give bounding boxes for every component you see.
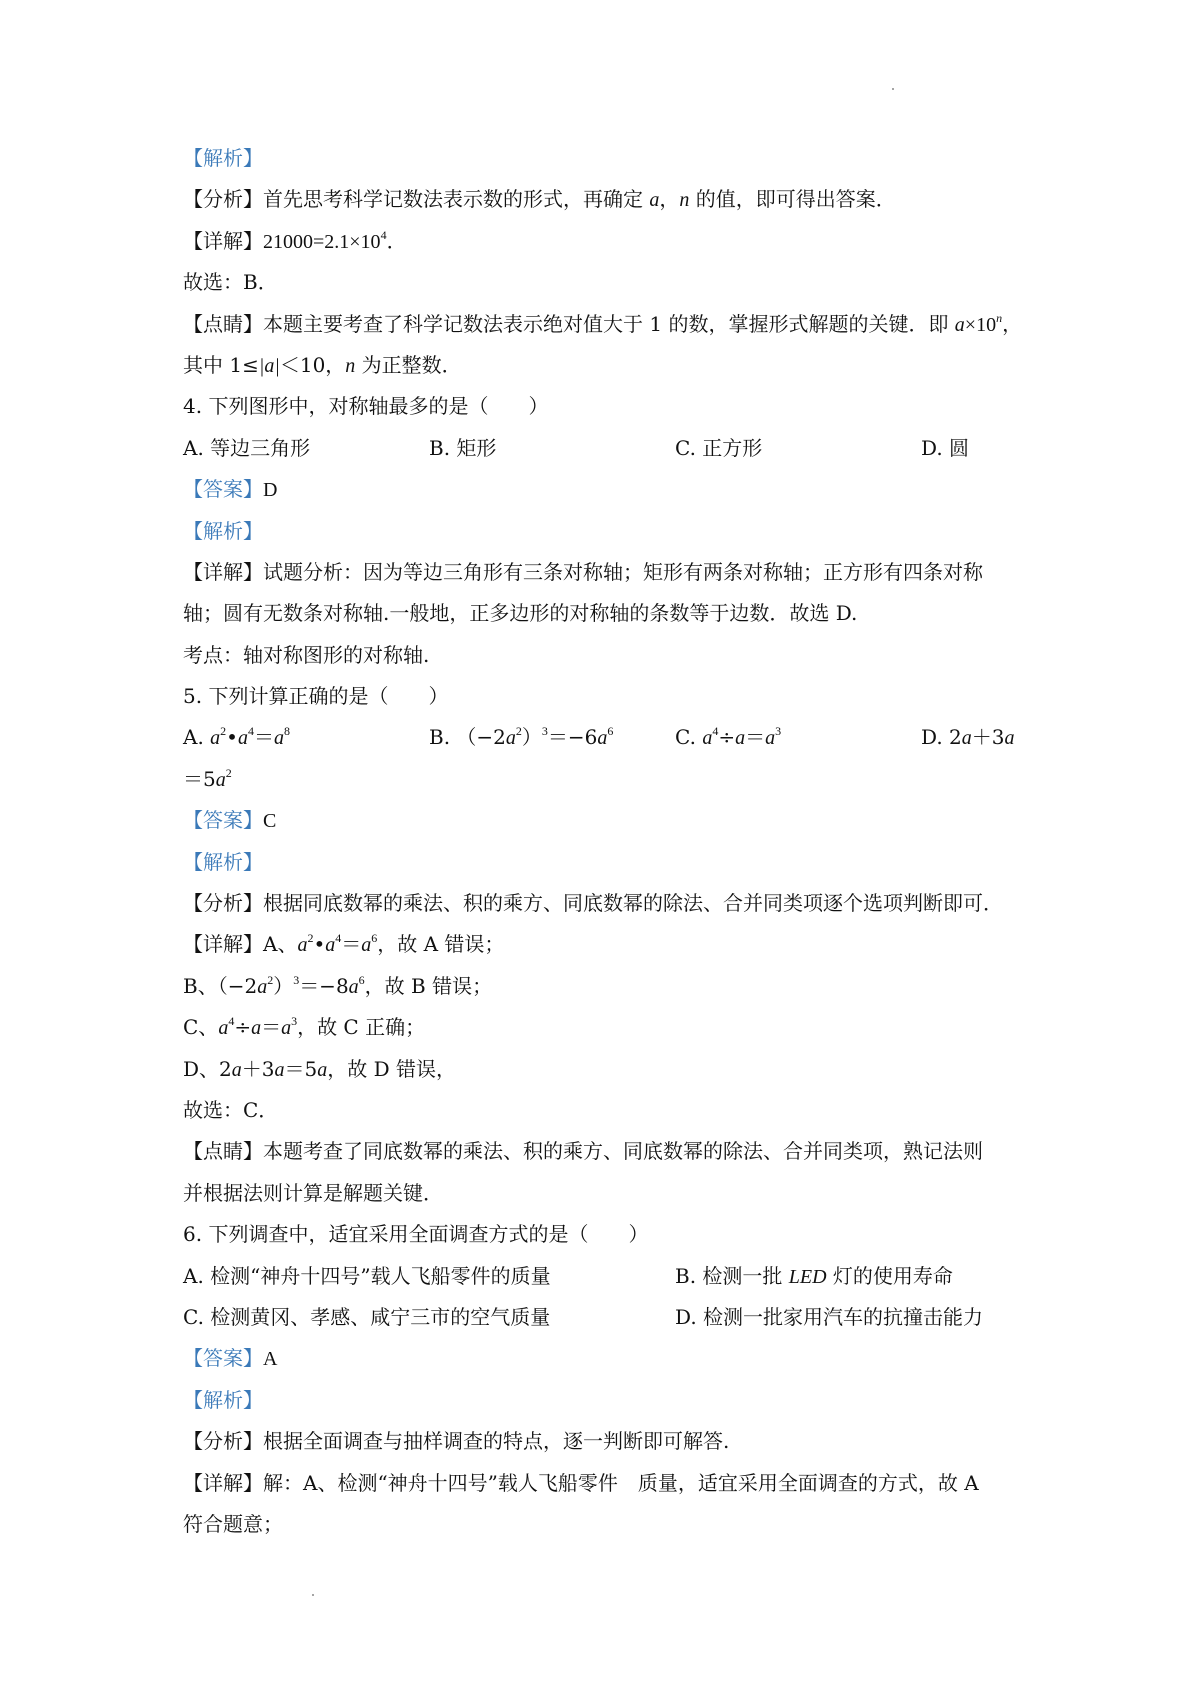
q4-option-a: A. 等边三角形 <box>183 435 311 460</box>
q5-dianjing-2: 并根据法则计算是解题关键． <box>183 1180 443 1205</box>
q3-dianjing-2: 其中 1≤|a|＜10，n 为正整数． <box>183 352 462 377</box>
q5-option-d: D. 2a＋3a <box>921 725 1015 750</box>
q5-option-d-cont: $=5a^2$ <box>183 765 232 791</box>
q6-options-row1 <box>183 1256 1043 1297</box>
dianjing-tag: 【点睛】 <box>183 1139 263 1164</box>
q3-xiangjie: 【详解】$21000=2.1\times 10^4$． <box>183 227 407 253</box>
q5-guxuan: 故选：C． <box>183 1097 279 1122</box>
q4-options <box>183 428 1043 469</box>
jiexi-tag: 【解析】 <box>183 518 263 543</box>
fenxi-tag: 【分析】 <box>183 891 263 916</box>
q5-xiangjie-a: 【详解】A、$a^2•a^4=a^6$，故 A 错误； <box>183 931 505 957</box>
q5-dianjing-1: 【点睛】本题考查了同底数幂的乘法、积的乘方、同底数幂的除法、合并同类项，熟记法则 <box>183 1139 983 1164</box>
q6-xiangjie-2: 符合题意； <box>183 1511 283 1536</box>
q3-fenxi: 【分析】首先思考科学记数法表示数的形式，再确定 a，n 的值，即可得出答案． <box>183 187 896 212</box>
q4-daan: 【答案】D <box>183 477 278 502</box>
q4-option-b: B. 矩形 <box>429 435 497 460</box>
daan-tag: 【答案】 <box>183 808 263 833</box>
xiangjie-tag: 【详解】 <box>183 228 263 253</box>
q5-option-c: C. $a^4\div a=a^3$ <box>675 724 782 750</box>
jiexi-tag: 【解析】 <box>183 1387 263 1412</box>
q6-fenxi: 【分析】根据全面调查与抽样调查的特点，逐一判断即可解答. <box>183 1429 730 1454</box>
q4-xiangjie-1: 【详解】试题分析：因为等边三角形有三条对称轴；矩形有两条对称轴；正方形有四条对称 <box>183 559 983 584</box>
jiexi-tag: 【解析】 <box>183 146 263 170</box>
q6-jiexi <box>183 1380 1043 1421</box>
q5-option-b: B. $(-2a^2)^3=-6a^6$ <box>429 724 614 750</box>
q6-option-b: B. 检测一批 LED 灯的使用寿命 <box>675 1263 953 1288</box>
q4-kaodian: 考点：轴对称图形的对称轴. <box>183 642 430 667</box>
q5-jiexi <box>183 842 1043 883</box>
q6-stem: 6. 下列调查中，适宜采用全面调查方式的是（ ） <box>183 1222 649 1247</box>
q5-xiangjie-b: B、$(-2a^2)^3=-8a^6$，故 B 错误； <box>183 972 493 998</box>
q6-daan: 【答案】A <box>183 1346 278 1371</box>
q5-option-a: A. $a^2•a^4=a^8$ <box>183 724 290 750</box>
q4-option-d: D. 圆 <box>921 435 970 460</box>
daan-tag: 【答案】 <box>183 477 263 502</box>
dianjing-tag: 【点睛】 <box>183 311 263 336</box>
q5-fenxi: 【分析】根据同底数幂的乘法、积的乘方、同底数幂的除法、合并同类项逐个选项判断即可． <box>183 891 1003 916</box>
q5-stem: 5. 下列计算正确的是（ ） <box>183 684 449 709</box>
q4-xiangjie-2: 轴；圆有无数条对称轴.一般地，正多边形的对称轴的条数等于边数．故选 D. <box>183 601 858 626</box>
fenxi-tag: 【分析】 <box>183 1429 263 1454</box>
xiangjie-tag: 【详解】 <box>183 1470 263 1495</box>
fenxi-tag: 【分析】 <box>183 187 263 212</box>
document-page <box>183 138 1043 1545</box>
q3-jiexi <box>183 138 1043 179</box>
q4-stem: 4. 下列图形中，对称轴最多的是（ ） <box>183 394 549 419</box>
q6-options-row2 <box>183 1297 1043 1338</box>
xiangjie-tag: 【详解】 <box>183 932 263 957</box>
q5-xiangjie-c: C、$a^4\div a=a^3$，故 C 正确； <box>183 1014 426 1040</box>
jiexi-tag: 【解析】 <box>183 849 263 874</box>
q6-option-c: C. 检测黄冈、孝感、咸宁三市的空气质量 <box>183 1304 551 1329</box>
q3-dianjing-1: 【点睛】本题主要考查了科学记数法表示绝对值大于 1 的数，掌握形式解题的关键．即 $a\times 10^n$， <box>183 310 1023 336</box>
xiangjie-tag: 【详解】 <box>183 559 263 584</box>
q4-jiexi <box>183 511 1043 552</box>
scan-dot-bottom <box>312 1594 314 1596</box>
q5-options <box>183 717 1043 758</box>
q5-daan: 【答案】C <box>183 808 277 833</box>
q6-option-a: A. 检测“神舟十四号”载人飞船零件的质量 <box>183 1263 551 1288</box>
q3-guxuan: 故选：B． <box>183 270 278 295</box>
q4-option-c: C. 正方形 <box>675 435 763 460</box>
scan-dot-top <box>892 88 894 90</box>
daan-tag: 【答案】 <box>183 1346 263 1371</box>
q6-option-d: D. 检测一批家用汽车的抗撞击能力 <box>675 1304 984 1329</box>
q5-xiangjie-d: D、2a＋3a＝5a，故 D 错误， <box>183 1056 456 1081</box>
q6-xiangjie-1: 【详解】解：A、检测“神舟十四号”载人飞船零件 质量，适宜采用全面调查的方式，故 A <box>183 1470 979 1495</box>
